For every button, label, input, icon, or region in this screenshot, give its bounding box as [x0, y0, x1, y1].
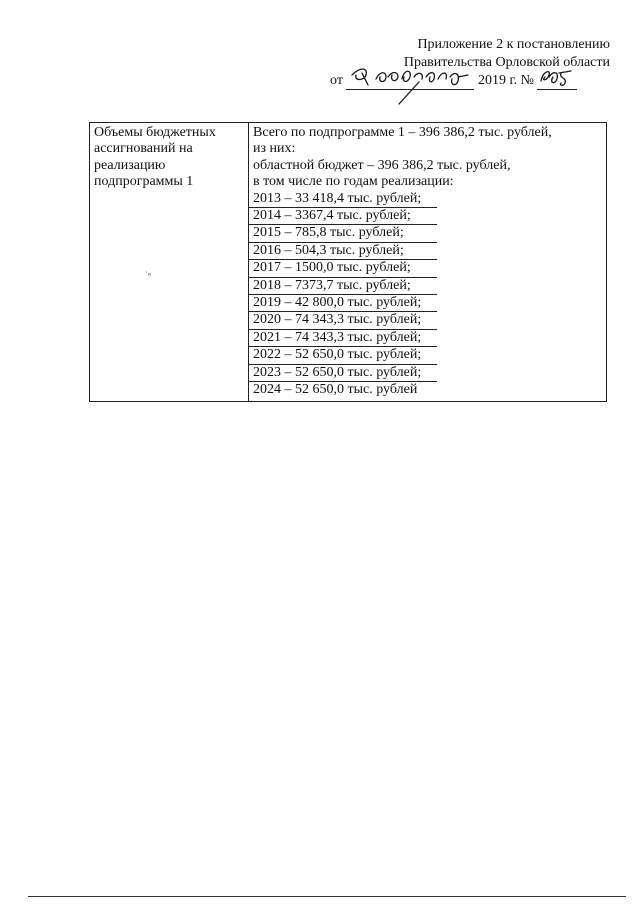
- label-line: Объемы бюджетных: [94, 125, 216, 140]
- decree-date-line: [330, 72, 610, 90]
- year-amount-line: 2016 – 504,3 тыс. рублей;: [248, 243, 437, 260]
- budget-table: [89, 122, 607, 402]
- by-year-line: в том числе по годам реализации:: [253, 174, 454, 190]
- year-amount-line: 2022 – 52 650,0 тыс. рублей;: [248, 347, 437, 364]
- year-amount-line: 2018 – 7373,7 тыс. рублей;: [248, 278, 437, 295]
- year-amount-line: 2019 – 42 800,0 тыс. рублей;: [248, 295, 437, 312]
- table-row: [90, 123, 607, 402]
- year-amount-line: 2017 – 1500,0 тыс. рублей;: [248, 260, 437, 277]
- signature-stroke: [395, 82, 425, 106]
- government-name: Правительства Орловской области: [403, 55, 610, 70]
- value-cell: [249, 123, 607, 402]
- year-amount-line: 2020 – 74 343,3 тыс. рублей;: [248, 312, 437, 329]
- from-label: от: [330, 73, 343, 88]
- year-amount-line: 2014 – 3367,4 тыс. рублей;: [248, 208, 437, 225]
- year-amount-line: 2021 – 74 343,3 тыс. рублей;: [248, 330, 437, 347]
- year-amount-line: 2023 – 52 650,0 тыс. рублей;: [248, 365, 437, 382]
- scan-speck: ˙ⁿ: [145, 270, 151, 280]
- year-amount-line: 2015 – 785,8 тыс. рублей;: [248, 225, 437, 242]
- label-line: реализацию: [94, 157, 166, 173]
- label-line: подпрограммы 1: [94, 174, 194, 190]
- label-cell: [90, 123, 249, 402]
- appendix-title: Приложение 2 к постановлению: [417, 37, 610, 52]
- year-number-label: 2019 г. №: [477, 73, 534, 88]
- of-which-line: из них:: [253, 141, 296, 157]
- year-amount-line: 2013 – 33 418,4 тыс. рублей;: [248, 191, 437, 208]
- handwritten-number-signature: [537, 65, 577, 89]
- year-amount-line: 2024 – 52 650,0 тыс. рублей: [253, 382, 418, 398]
- page-bottom-rule: [28, 896, 626, 897]
- number-field: [537, 73, 577, 90]
- label-line: ассигнований на: [94, 141, 193, 157]
- regional-budget-line: областной бюджет – 396 386,2 тыс. рублей,: [253, 157, 511, 173]
- total-line: Всего по подпрограмме 1 – 396 386,2 тыс. рублей,: [253, 125, 552, 140]
